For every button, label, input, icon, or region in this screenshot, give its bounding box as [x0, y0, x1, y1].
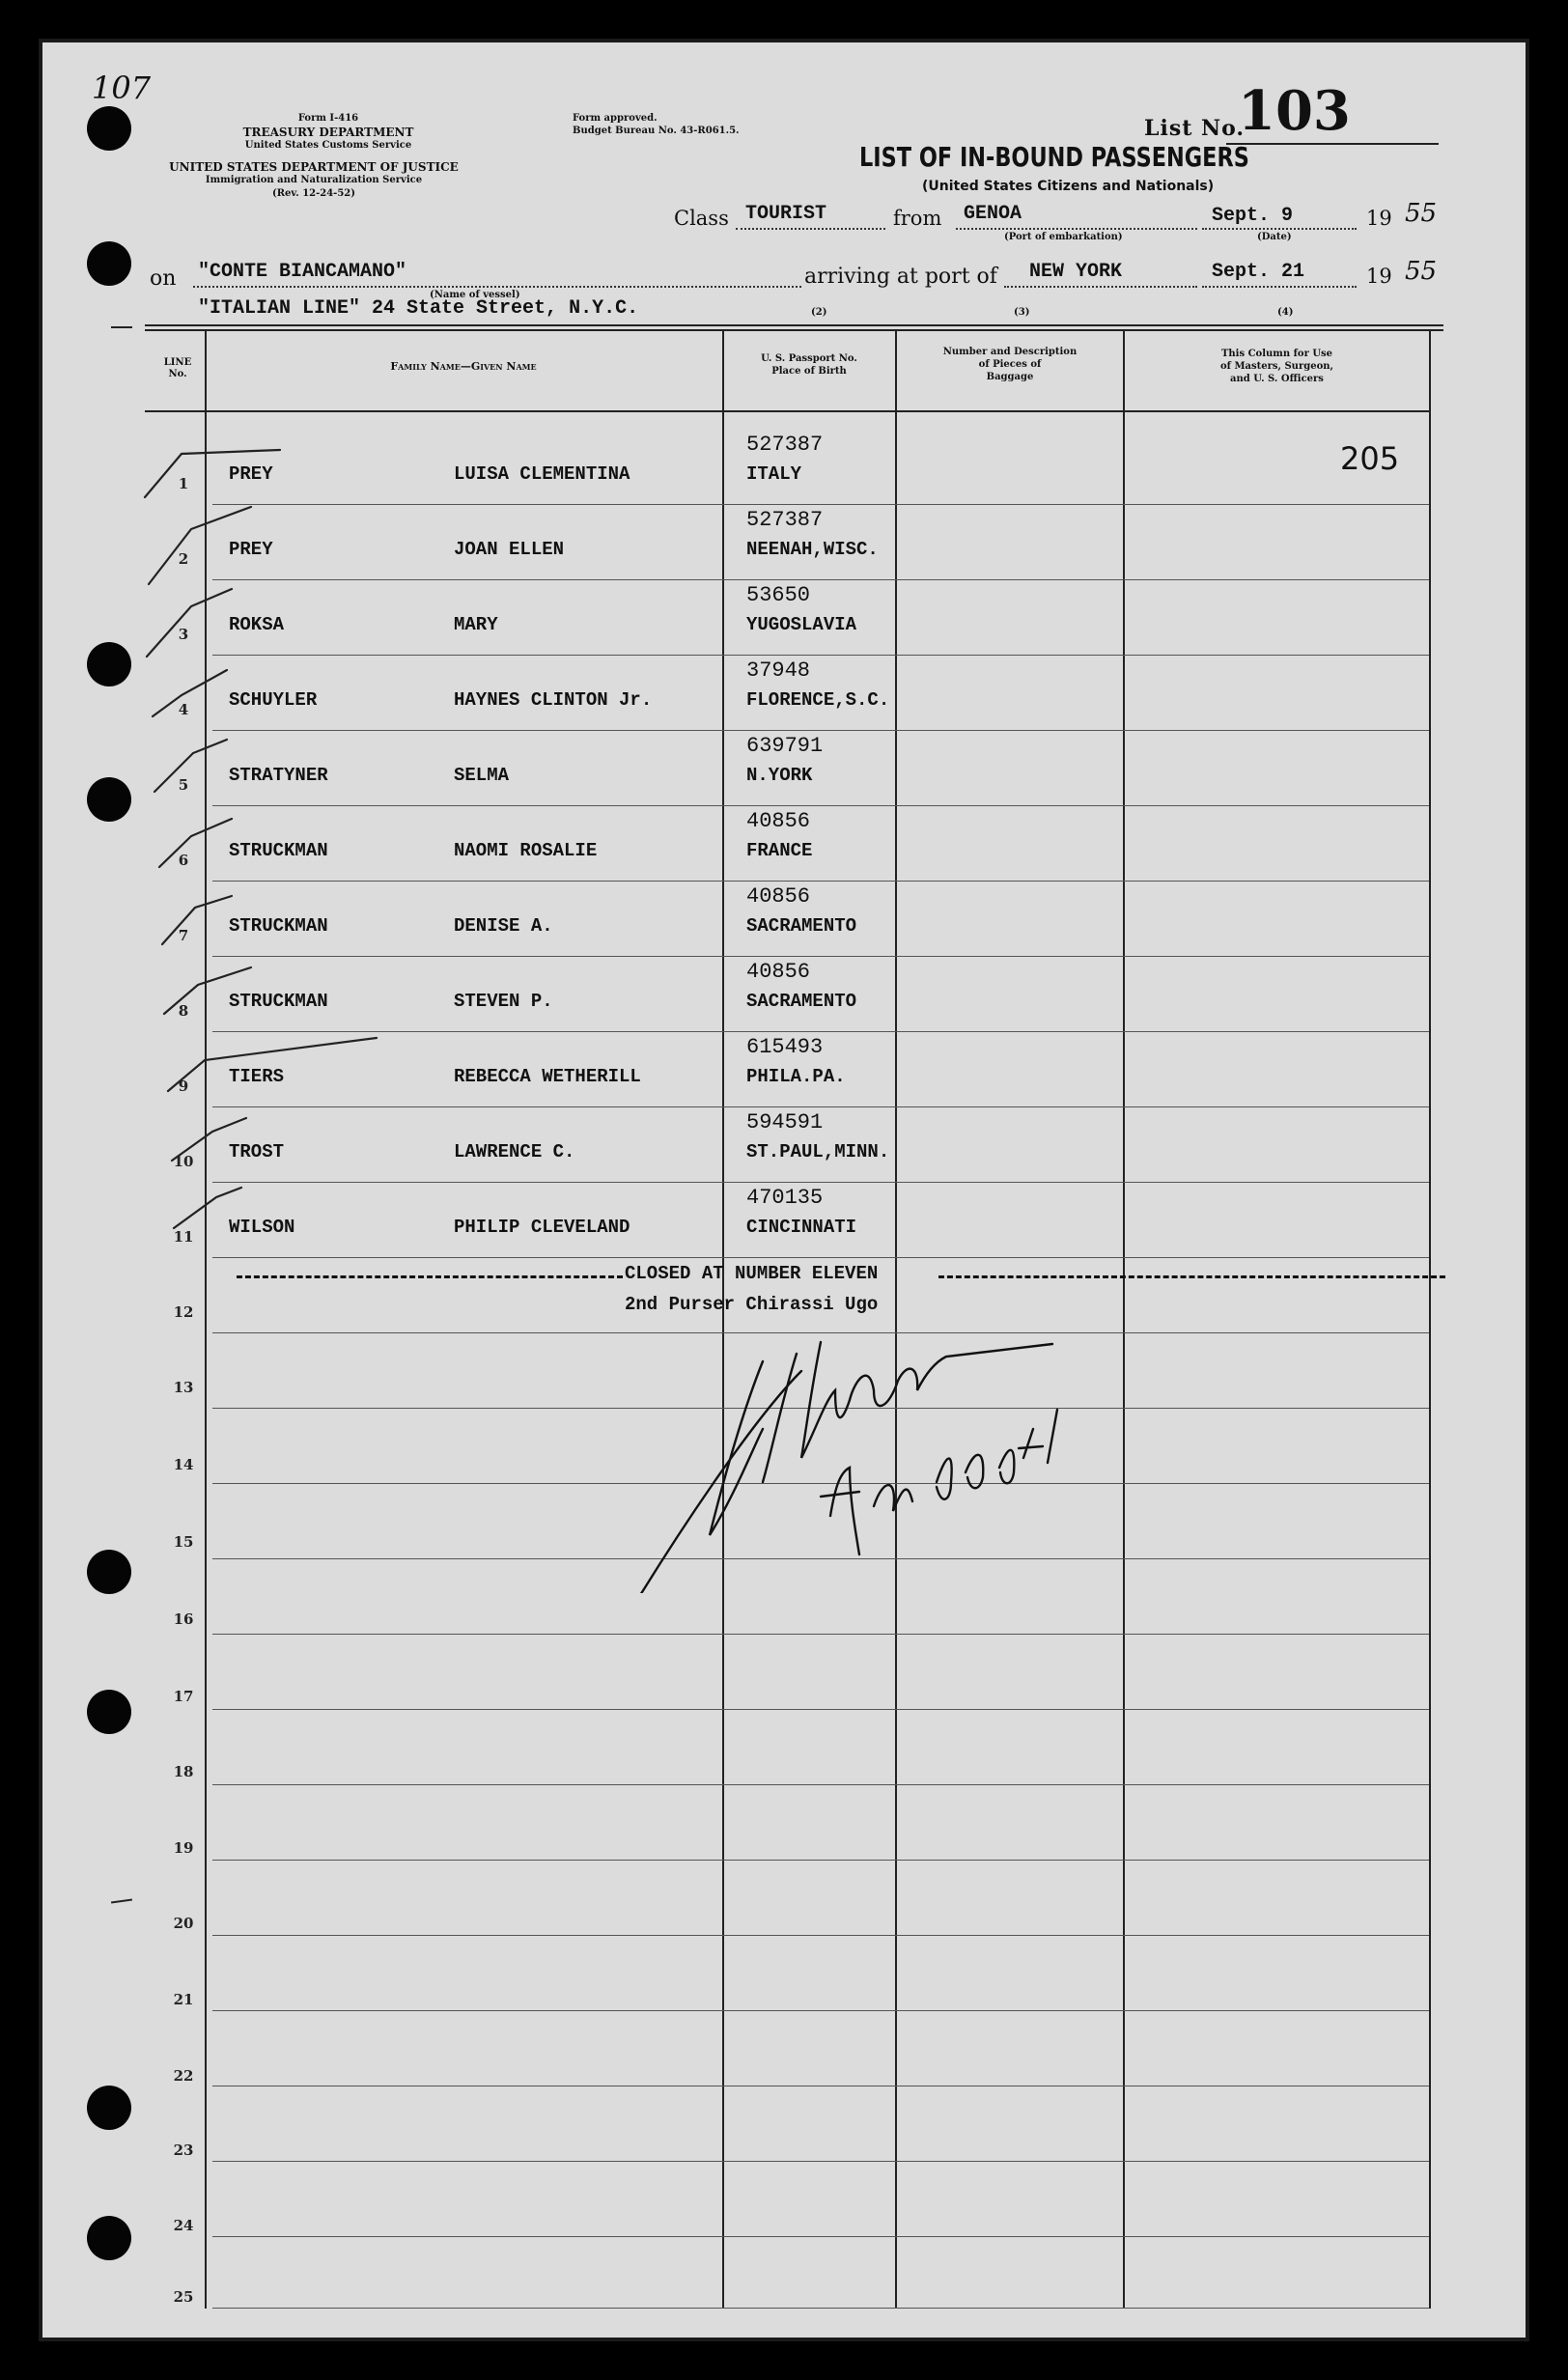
- arriving-label: arriving at port of: [804, 265, 997, 289]
- form-number: Form I-416: [297, 113, 359, 124]
- line-number: 18: [173, 1763, 194, 1780]
- birth-place: ITALY: [746, 463, 802, 485]
- class-label: Class: [674, 207, 729, 230]
- arrival-port: NEW YORK: [1029, 261, 1123, 283]
- date-leader: [1202, 228, 1357, 230]
- line-number: 19: [173, 1839, 194, 1857]
- arrival-date: Sept. 21: [1212, 261, 1305, 283]
- col-header-officers-1: This Column for Use: [1220, 349, 1333, 359]
- col-ref-3: (3): [1014, 307, 1030, 318]
- vessel-caption: (Name of vessel): [430, 290, 520, 300]
- line-number: 6: [178, 852, 189, 869]
- list-number: 103: [1238, 79, 1351, 143]
- purser-name: 2nd Purser Chirassi Ugo: [625, 1294, 879, 1315]
- line-number: 2: [178, 550, 189, 568]
- arrival-year: 55: [1405, 257, 1438, 286]
- family-name: STRUCKMAN: [229, 915, 328, 937]
- col-header-baggage: [897, 346, 1123, 383]
- line-number: 21: [173, 1991, 194, 2008]
- col-header-officers-3: and U. S. Officers: [1230, 374, 1324, 384]
- birth-place: FLORENCE,S.C.: [746, 689, 890, 711]
- line-number: 5: [178, 776, 189, 794]
- punch-hole: [87, 642, 131, 686]
- col-ref-4: (4): [1277, 307, 1294, 318]
- birth-place: ST.PAUL,MINN.: [746, 1141, 890, 1162]
- given-name: LAWRENCE C.: [454, 1141, 575, 1162]
- given-name: LUISA CLEMENTINA: [454, 463, 630, 485]
- form-service: United States Customs Service: [244, 140, 412, 151]
- header-bottom-rule: [145, 410, 1429, 412]
- class-value: TOURIST: [745, 203, 827, 225]
- col-header-passport: [724, 352, 894, 378]
- given-name: PHILIP CLEVELAND: [454, 1217, 630, 1238]
- doj-title: UNITED STATES DEPARTMENT OF JUSTICE: [169, 160, 459, 174]
- punch-hole: [87, 106, 131, 151]
- family-name: PREY: [229, 463, 273, 485]
- birth-place: CINCINNATI: [746, 1217, 857, 1238]
- budget-line: Budget Bureau No. 43-R061.5.: [573, 126, 740, 136]
- family-name: TROST: [229, 1141, 285, 1162]
- birth-place: SACRAMENTO: [746, 991, 857, 1012]
- doj-block: [140, 160, 488, 201]
- line-number: 14: [173, 1456, 194, 1473]
- passport-number: 53650: [746, 583, 811, 607]
- punch-hole: [87, 2216, 131, 2260]
- closed-text: CLOSED AT NUMBER ELEVEN: [625, 1263, 879, 1284]
- punch-hole: [87, 2086, 131, 2130]
- col-header-name: Family Name—Given Name: [390, 360, 537, 373]
- from-value: GENOA: [964, 203, 1022, 225]
- line-number: 12: [173, 1303, 194, 1321]
- year-prefix: 19: [1366, 207, 1392, 230]
- passport-number: 594591: [746, 1110, 824, 1134]
- col-header-baggage-1: Number and Description: [942, 347, 1078, 357]
- family-name: SCHUYLER: [229, 689, 318, 711]
- list-subtitle: (United States Citizens and Nationals): [922, 179, 1215, 194]
- col-header-baggage-2: of Pieces of: [978, 359, 1042, 370]
- line-number: 15: [173, 1533, 194, 1551]
- line-number: 7: [178, 927, 189, 944]
- officer-note: 205: [1340, 440, 1400, 477]
- closing-dash-left: [237, 1275, 623, 1278]
- doj-service: Immigration and Naturalization Service: [205, 175, 423, 185]
- col-header-officers: [1125, 348, 1429, 385]
- list-no-label: List No.: [1144, 116, 1246, 141]
- depart-year: 55: [1405, 199, 1438, 228]
- passport-number: 527387: [746, 508, 824, 532]
- given-name: DENISE A.: [454, 915, 553, 937]
- passport-number: 615493: [746, 1035, 824, 1059]
- on-label: on: [150, 266, 177, 291]
- passport-number: 40856: [746, 884, 811, 909]
- given-name: JOAN ELLEN: [454, 539, 565, 560]
- approval-block: [573, 112, 740, 137]
- col-header-passport-1: U. S. Passport No.: [761, 353, 857, 364]
- passport-number: 470135: [746, 1186, 824, 1210]
- birth-place: PHILA.PA.: [746, 1066, 846, 1087]
- closing-dash-right: [938, 1275, 1445, 1278]
- date-caption: (Date): [1257, 232, 1292, 242]
- col-header-officers-2: of Masters, Surgeon,: [1219, 361, 1333, 372]
- punch-hole: [87, 1690, 131, 1734]
- tick-marks: [135, 415, 386, 1265]
- arrival-date-leader: [1202, 286, 1357, 288]
- line-number: 9: [178, 1078, 189, 1095]
- line-number: 16: [173, 1610, 194, 1628]
- from-label: from: [893, 207, 942, 230]
- line-number: 11: [173, 1228, 194, 1246]
- line-number: 23: [173, 2142, 194, 2159]
- line-number: 25: [173, 2288, 194, 2306]
- line-number: 24: [173, 2217, 194, 2234]
- given-name: MARY: [454, 614, 498, 635]
- punch-hole: [87, 1550, 131, 1594]
- col-header-passport-2: Place of Birth: [771, 366, 847, 377]
- given-name: SELMA: [454, 765, 510, 786]
- vessel-name: "CONTE BIANCAMANO": [198, 261, 407, 283]
- table-top-rule: [145, 329, 1443, 331]
- line-number: 20: [173, 1915, 194, 1932]
- line-number: 3: [178, 626, 189, 643]
- col-divider-baggage: [1123, 329, 1125, 2309]
- given-name: NAOMI ROSALIE: [454, 840, 598, 861]
- depart-date: Sept. 9: [1212, 205, 1294, 227]
- col-ref-2: (2): [811, 307, 827, 318]
- birth-place: YUGOSLAVIA: [746, 614, 857, 635]
- line-number: 1: [178, 475, 189, 492]
- punch-hole: [87, 777, 131, 822]
- from-leader: [956, 228, 1197, 230]
- family-name: STRUCKMAN: [229, 840, 328, 861]
- line-number: 13: [173, 1379, 194, 1396]
- list-title: LIST OF IN-BOUND PASSENGERS: [859, 141, 1249, 173]
- family-name: ROKSA: [229, 614, 285, 635]
- agent-address: "ITALIAN LINE" 24 State Street, N.Y.C.: [198, 297, 639, 320]
- birth-place: N.YORK: [746, 765, 813, 786]
- given-name: HAYNES CLINTON Jr.: [454, 689, 653, 711]
- birth-place: SACRAMENTO: [746, 915, 857, 937]
- col-header-line: [154, 357, 201, 380]
- col-header-line-2: No.: [168, 369, 187, 379]
- table-right-edge: [1429, 329, 1431, 2309]
- given-name: STEVEN P.: [454, 991, 553, 1012]
- year-prefix: 19: [1366, 265, 1392, 288]
- form-block: [203, 112, 454, 153]
- col-header-baggage-3: Baggage: [986, 372, 1034, 382]
- punch-hole: [87, 241, 131, 286]
- class-leader: [736, 228, 885, 230]
- family-name: STRATYNER: [229, 765, 328, 786]
- given-name: REBECCA WETHERILL: [454, 1066, 641, 1087]
- birth-place: NEENAH,WISC.: [746, 539, 879, 560]
- list-no-underline: [1226, 143, 1439, 145]
- col-header-line-1: LINE: [163, 357, 192, 368]
- handwritten-signature: [618, 1284, 1072, 1593]
- line-number: 22: [173, 2067, 194, 2085]
- vessel-leader: [193, 286, 801, 288]
- family-name: STRUCKMAN: [229, 991, 328, 1012]
- line-number: 17: [173, 1688, 194, 1705]
- doj-rev: (Rev. 12-24-52): [272, 188, 355, 199]
- passport-number: 37948: [746, 658, 811, 683]
- passport-number: 40856: [746, 809, 811, 833]
- line-number: 4: [178, 701, 189, 718]
- family-name: TIERS: [229, 1066, 285, 1087]
- birth-place: FRANCE: [746, 840, 813, 861]
- line-number: 10: [173, 1153, 194, 1170]
- margin-mark: [111, 326, 132, 328]
- port-leader: [1004, 286, 1197, 288]
- family-name: PREY: [229, 539, 273, 560]
- line-number: 8: [178, 1002, 189, 1020]
- passport-number: 40856: [746, 960, 811, 984]
- passport-number: 527387: [746, 433, 824, 457]
- approval-line: Form approved.: [573, 113, 658, 124]
- embark-caption: (Port of embarkation): [1004, 232, 1123, 242]
- form-department: TREASURY DEPARTMENT: [242, 126, 414, 139]
- page-number: 107: [92, 70, 152, 106]
- header-rule: [145, 324, 1443, 326]
- passport-number: 639791: [746, 734, 824, 758]
- family-name: WILSON: [229, 1217, 295, 1238]
